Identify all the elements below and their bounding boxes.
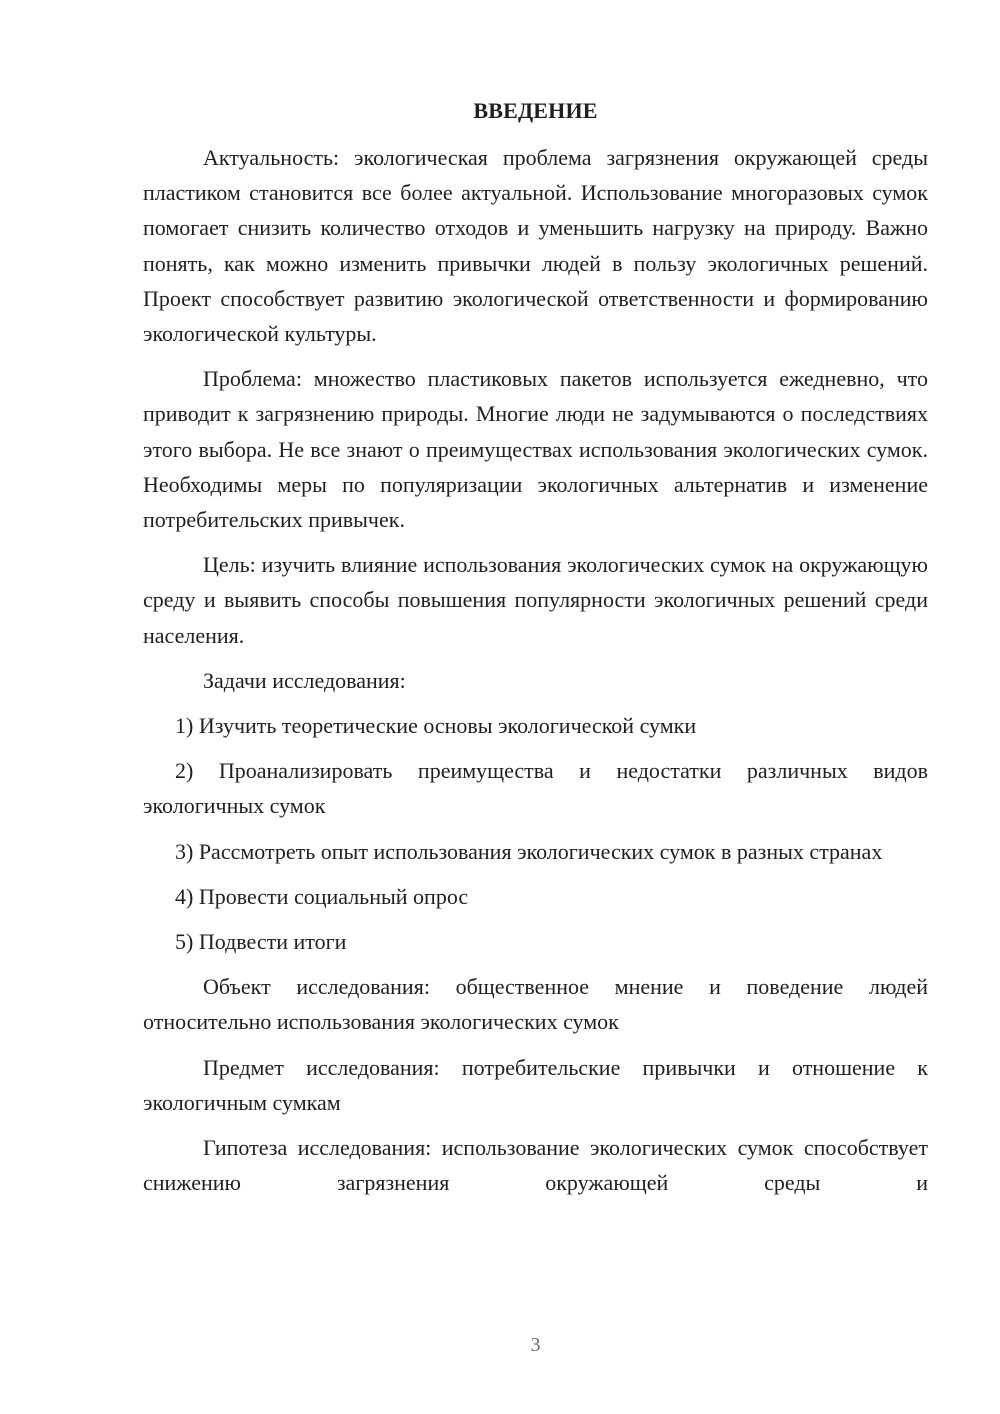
task-item-4: 4) Провести социальный опрос (175, 883, 469, 909)
task-item-5: 5) Подвести итоги (175, 929, 347, 955)
task-item-1: 1) Изучить теоретические основы экологической сумки (175, 713, 697, 739)
paragraph-object: Объект исследования: общественное мнение и поведение людей относительно использования экологических сумок (143, 974, 928, 1035)
paragraph-relevance: Актуальность: экологическая проблема загрязнения окружающей среды пластиком становится все более актуальной. Использование многоразовых сумок помогает снизить количество отходов и уменьшить нагрузку на природу. Важно понять, как можно изменить привычки людей в пользу экологичных решений. Проект способствует развитию экологической ответственности и формированию экологической культуры. (143, 145, 928, 347)
page-number: 3 (530, 1334, 541, 1356)
document-page (143, 96, 928, 1200)
paragraph-hypothesis: Гипотеза исследования: использование экологических сумок способствует снижению загрязнения окружающей среды и (143, 1135, 928, 1196)
tasks-title: Задачи исследования: (203, 667, 406, 693)
paragraph-goal: Цель: изучить влияние использования экологических сумок на окружающую среду и выявить способы повышения популярности экологичных решений среди населения. (143, 552, 928, 648)
section-heading: ВВЕДЕНИЕ (473, 98, 598, 123)
paragraph-subject: Предмет исследования: потребительские привычки и отношение к экологичным сумкам (143, 1054, 928, 1115)
tasks-list (143, 708, 928, 959)
task-item-3: 3) Рассмотреть опыт использования экологических сумок в разных странах (175, 838, 883, 864)
paragraph-problem: Проблема: множество пластиковых пакетов используется ежедневно, что приводит к загрязнению природы. Многие люди не задумываются о последствиях этого выбора. Не все знают о преимуществах использования экологических сумок. Необходимы меры по популяризации экологичных альтернатив и изменение потребительских привычек. (143, 366, 928, 533)
task-item-2: 2) Проанализировать преимущества и недостатки различных видов экологичных сумок (143, 758, 928, 819)
